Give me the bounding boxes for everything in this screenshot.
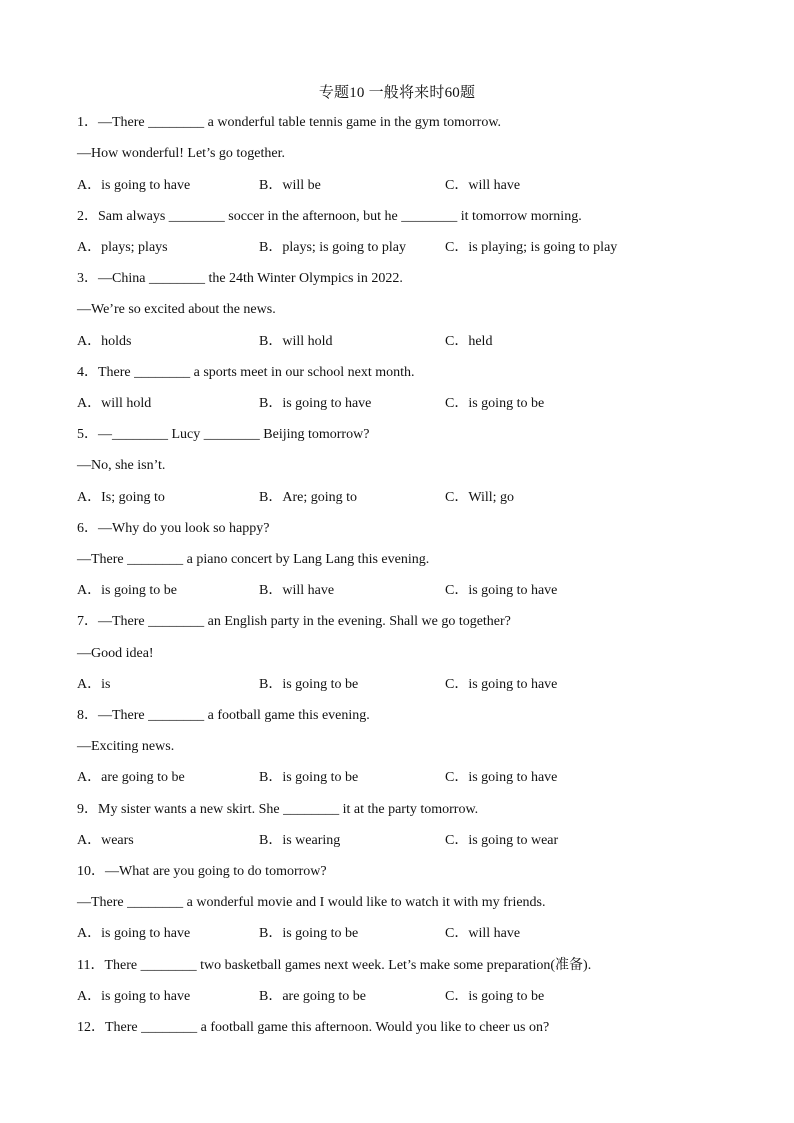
question-2-option-b: B．plays; is going to play [259,240,406,255]
question-1-stem: 1．—There ________ a wonderful table tennis game in the gym tomorrow. [77,115,502,130]
question-3-option-b: B．will hold [259,334,333,349]
question-6-option-a: A．is going to be [77,583,177,598]
question-2-stem: 2．Sam always ________ soccer in the afternoon, but he ________ it tomorrow morning. [77,209,582,224]
question-5-option-b: B．Are; going to [259,490,357,505]
question-11-stem: 11．There ________ two basketball games next week. Let’s make some preparation(准备). [77,958,592,973]
question-11-option-b: B．are going to be [259,989,366,1004]
question-1-reply: —How wonderful! Let’s go together. [77,146,286,161]
question-7-option-c: C．is going to have [445,677,558,692]
question-3-stem: 3．—China ________ the 24th Winter Olympics in 2022. [77,271,403,286]
question-9-option-c: C．is going to wear [445,833,559,848]
page-title: 专题10 一般将来时60题 [318,85,476,101]
question-9-stem: 9．My sister wants a new skirt. She ________ it at the party tomorrow. [77,802,479,817]
question-9-option-b: B．is wearing [259,833,341,848]
question-7-option-a: A．is [77,677,111,692]
question-4-option-a: A．will hold [77,396,152,411]
question-2-option-a: A．plays; plays [77,240,168,255]
question-3-option-c: C．held [445,334,493,349]
question-6-stem: 6．—Why do you look so happy? [77,521,270,536]
question-4-option-c: C．is going to be [445,396,545,411]
question-3-option-a: A．holds [77,334,132,349]
question-6-option-b: B．will have [259,583,335,598]
question-12-stem: 12．There ________ a football game this afternoon. Would you like to cheer us on? [77,1020,550,1035]
question-5-option-c: C．Will; go [445,490,515,505]
question-2-option-c: C．is playing; is going to play [445,240,618,255]
question-5-stem: 5．—________ Lucy ________ Beijing tomorrow? [77,427,370,442]
question-1-option-c: C．will have [445,178,521,193]
question-11-option-a: A．is going to have [77,989,191,1004]
question-8-stem: 8．—There ________ a football game this evening. [77,708,370,723]
question-1-option-a: A．is going to have [77,178,191,193]
question-4-stem: 4．There ________ a sports meet in our school next month. [77,365,415,380]
question-11-option-c: C．is going to be [445,989,545,1004]
question-3-reply: —We’re so excited about the news. [77,302,276,317]
question-5-option-a: A．Is; going to [77,490,165,505]
question-10-option-a: A．is going to have [77,926,191,941]
question-6-reply: —There ________ a piano concert by Lang Lang this evening. [77,552,430,567]
question-4-option-b: B．is going to have [259,396,372,411]
question-8-reply: —Exciting news. [77,739,175,754]
question-9-option-a: A．wears [77,833,134,848]
question-7-option-b: B．is going to be [259,677,359,692]
question-7-stem: 7．—There ________ an English party in the evening. Shall we go together? [77,614,511,629]
question-10-reply: —There ________ a wonderful movie and I would like to watch it with my friends. [77,895,546,910]
question-8-option-a: A．are going to be [77,770,185,785]
question-10-option-c: C．will have [445,926,521,941]
question-8-option-c: C．is going to have [445,770,558,785]
question-5-reply: —No, she isn’t. [77,458,166,473]
question-8-option-b: B．is going to be [259,770,359,785]
question-10-stem: 10．—What are you going to do tomorrow? [77,864,327,879]
question-1-option-b: B．will be [259,178,321,193]
question-10-option-b: B．is going to be [259,926,359,941]
question-7-reply: —Good idea! [77,646,154,661]
question-6-option-c: C．is going to have [445,583,558,598]
